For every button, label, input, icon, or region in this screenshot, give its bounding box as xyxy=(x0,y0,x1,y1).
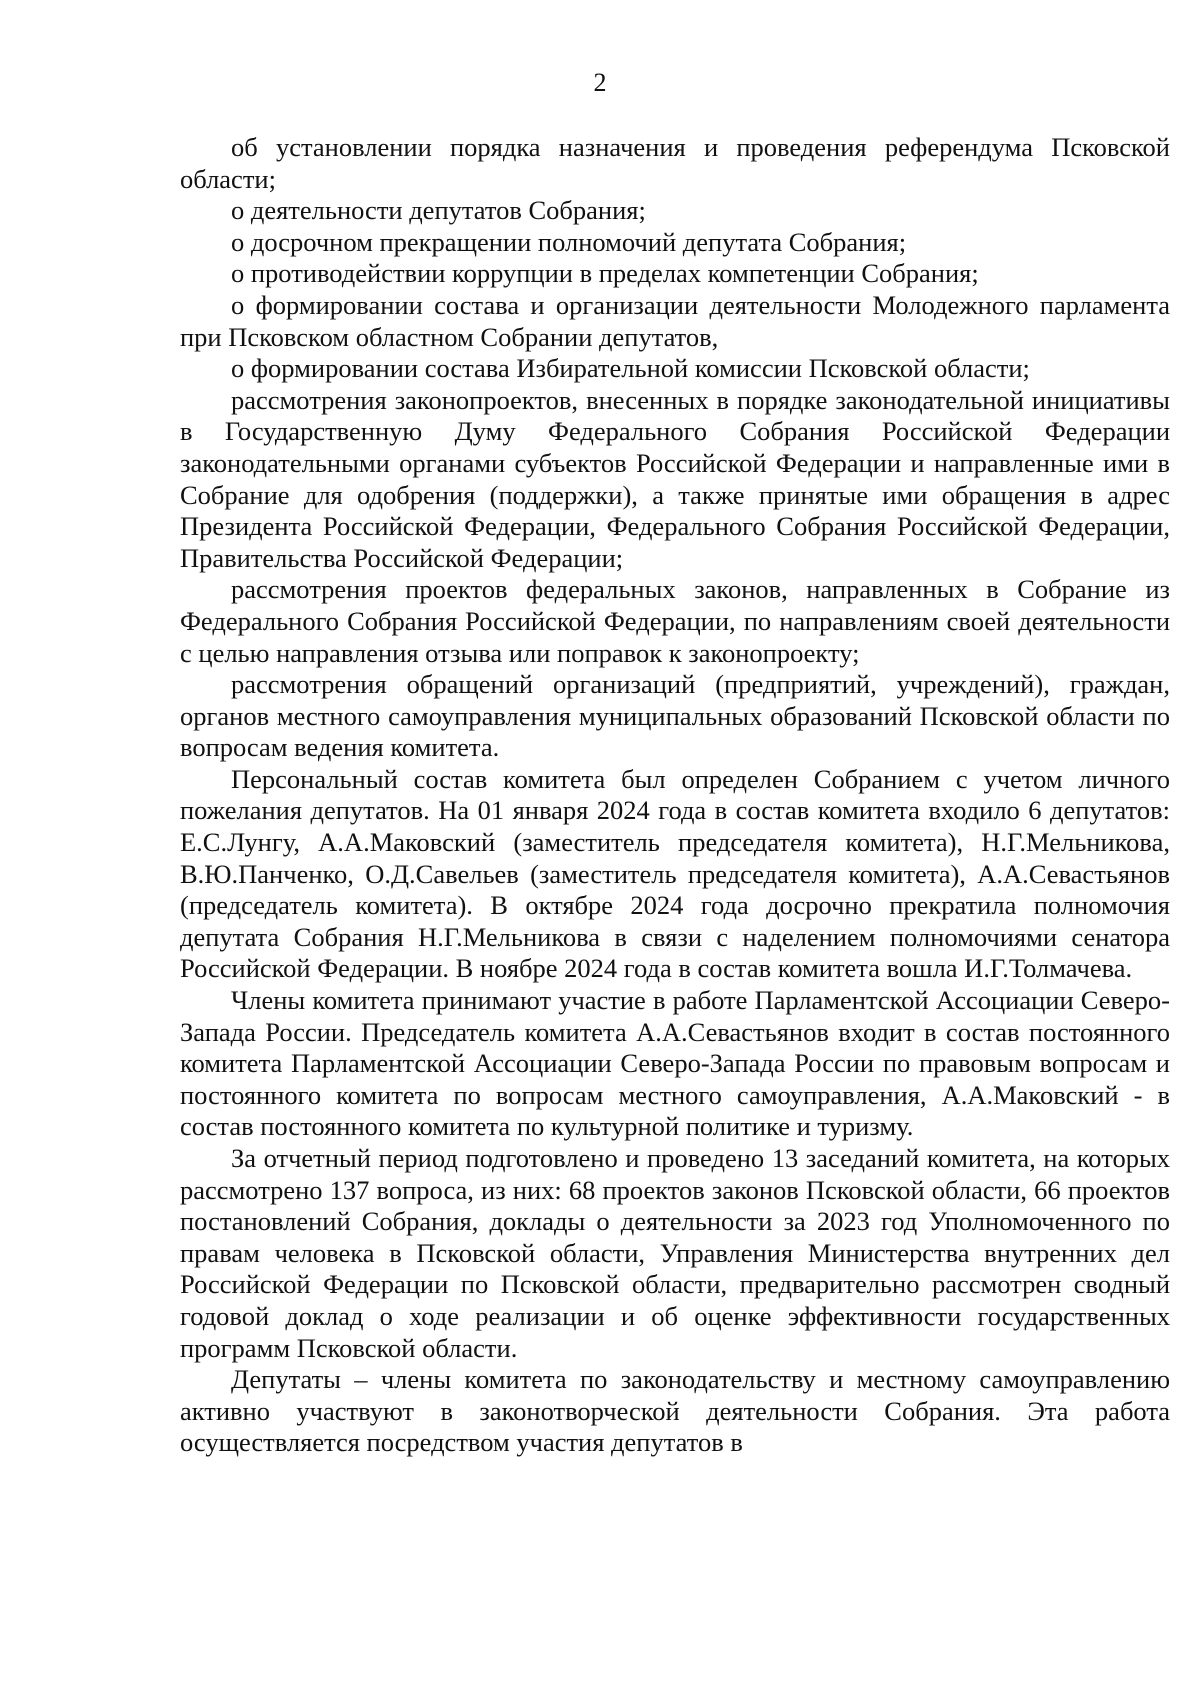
paragraph-referendum: об установлении порядка назначения и проведения референдума Псковской области; xyxy=(180,132,1170,194)
paragraph-election-commission: о формировании состава Избирательной комиссии Псковской области; xyxy=(231,353,1030,384)
paragraph-early-termination: о досрочном прекращении полномочий депутата Собрания; xyxy=(231,226,907,257)
paragraph-anti-corruption: о противодействии коррупции в пределах компетенции Собрания; xyxy=(231,258,979,289)
paragraph-appeals: рассмотрения обращений организаций (предприятий, учреждений), граждан, органов местного самоуправления муниципальных образований Псковской области по вопросам ведения комитета. xyxy=(180,669,1170,763)
paragraph-youth-parliament: о формировании состава и организации деятельности Молодежного парламента при Псковском областном Собрании депутатов, xyxy=(180,289,1170,352)
document-body xyxy=(180,132,1170,1459)
paragraph-deputies-activity: о деятельности депутатов Собрания; xyxy=(231,195,646,226)
paragraph-reporting-period: За отчетный период подготовлено и проведено 13 заседаний комитета, на которых рассмотрено 137 вопроса, из них: 68 проектов законов Псковской области, 66 проектов постановлений Собрания, доклады о деятельности за 2023 год Уполномоченного по правам человека в Псковской области, Управления Министерства внутренних дел Российской Федерации по Псковской области, предварительно рассмотрен сводный годовой доклад о ходе реализации и об оценке эффективности государственных программ Псковской области. xyxy=(180,1143,1170,1363)
page-number: 2 xyxy=(593,68,607,97)
paragraph-lawmaking: Депутаты – члены комитета по законодательству и местному самоуправлению активно участвуют в законотворческой деятельности Собрания. Эта работа осуществляется посредством участия депутатов в xyxy=(180,1364,1170,1458)
paragraph-federal-bills: рассмотрения проектов федеральных законов, направленных в Собрание из Федерального Собрания Российской Федерации, по направлениям своей деятельности с целью направления отзыва или поправок к законопроекту; xyxy=(180,574,1170,668)
paragraph-committee-membership: Персональный состав комитета был определен Собранием с учетом личного пожелания депутатов. На 01 января 2024 года в состав комитета входило 6 депутатов: Е.С.Лунгу, А.А.Маковский (заместитель председателя комитета), Н.Г.Мельникова, В.Ю.Панченко, О.Д.Савельев (заместитель председателя комитета), А.А.Севастьянов (председатель комитета). В октябре 2024 года досрочно прекратила полномочия депутата Собрания Н.Г.Мельникова в связи с наделением полномочиями сенатора Российской Федерации. В ноябре 2024 года в состав комитета вошла И.Г.Толмачева. xyxy=(180,763,1170,984)
paragraph-parliamentary-association: Члены комитета принимают участие в работе Парламентской Ассоциации Северо-Запада России. Председатель комитета А.А.Севастьянов входит в состав постоянного комитета Парламентской Ассоциации Северо-Запада России по правовым вопросам и постоянного комитета по вопросам местного самоуправления, А.А.Маковский - в состав постоянного комитета по культурной политике и туризму. xyxy=(180,985,1170,1142)
paragraph-bills-review: рассмотрения законопроектов, внесенных в порядке законодательной инициативы в Государственную Думу Федерального Собрания Российской Федерации законодательными органами субъектов Российской Федерации и направленные ими в Собрание для одобрения (поддержки), а также принятые ими обращения в адрес Президента Российской Федерации, Федерального Собрания Российской Федерации, Правительства Российской Федерации; xyxy=(180,384,1170,573)
